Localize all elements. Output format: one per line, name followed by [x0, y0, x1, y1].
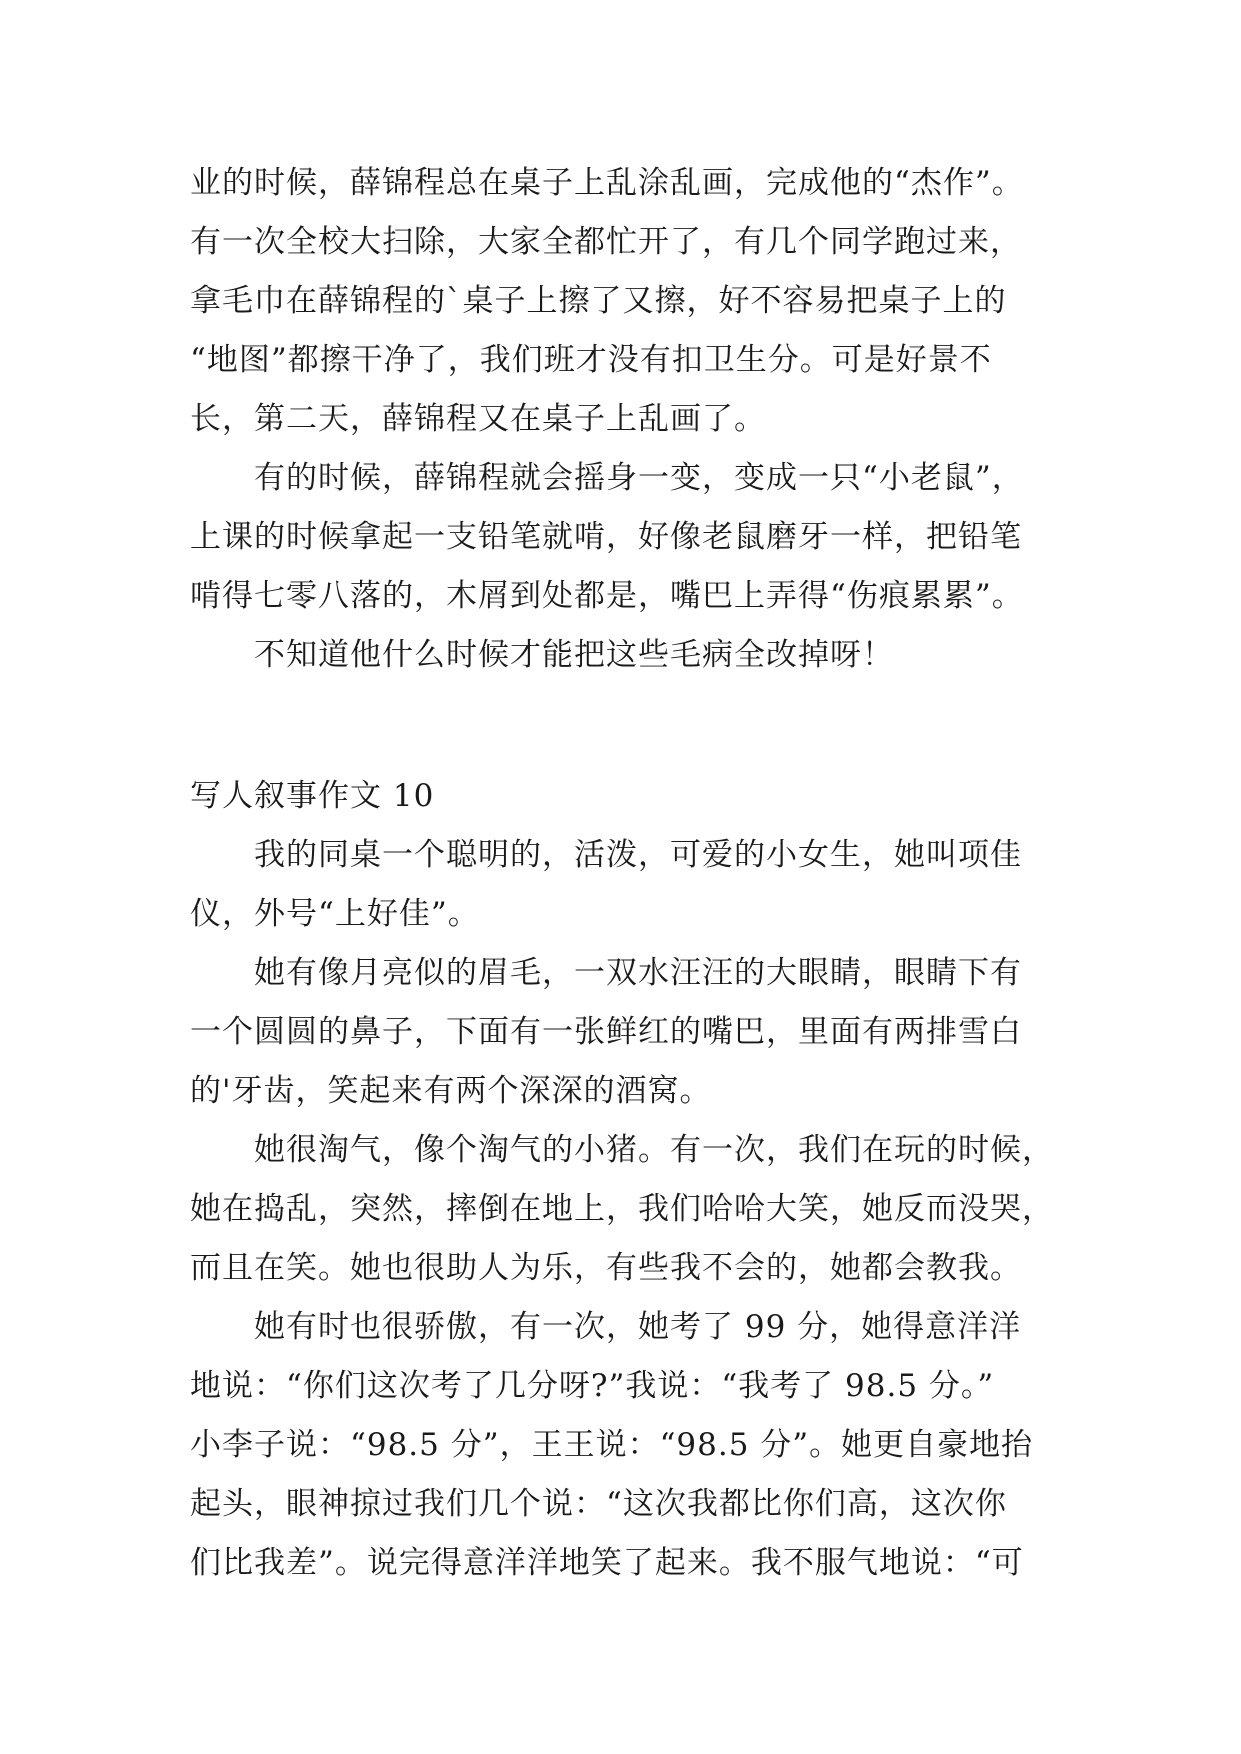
text-line: 而且在笑。她也很助人为乐，有些我不会的，她都会教我。	[190, 1250, 1022, 1286]
text-line: 们比我差”。说完得意洋洋地笑了起来。我不服气地说：“可	[190, 1545, 1024, 1581]
text-line: 的'牙齿，笑起来有两个深深的酒窝。	[190, 1073, 712, 1109]
paragraph-start-line: 不知道他什么时候才能把这些毛病全改掉呀！	[254, 637, 894, 673]
text-line: 拿毛巾在薛锦程的`桌子上擦了又擦，好不容易把桌子上的	[190, 283, 1007, 319]
paragraph-start-line: 她有时也很骄傲，有一次，她考了 99 分，她得意洋洋	[254, 1309, 1022, 1345]
paragraph-start-line: 我的同桌一个聪明的，活泼，可爱的小女生，她叫项佳	[254, 837, 1022, 873]
text-line: 她在捣乱，突然，摔倒在地上，我们哈哈大笑，她反而没哭，	[190, 1191, 1054, 1227]
document-body	[190, 154, 1090, 1593]
section-gap	[190, 685, 1090, 767]
text-line: 长，第二天，薛锦程又在桌子上乱画了。	[190, 401, 766, 437]
text-line: 啃得七零八落的，木屑到处都是，嘴巴上弄得“伤痕累累”。	[190, 578, 1024, 614]
paragraph-start-line: 有的时候，薛锦程就会摇身一变，变成一只“小老鼠”，	[254, 460, 1024, 496]
section-title: 写人叙事作文 10	[190, 778, 435, 814]
text-line: “地图”都擦干净了，我们班才没有扣卫生分。可是好景不	[190, 342, 992, 378]
text-line: 有一次全校大扫除，大家全都忙开了，有几个同学跑过来，	[190, 224, 1022, 260]
paragraph-start-line: 她很淘气，像个淘气的小猪。有一次，我们在玩的时候，	[254, 1132, 1054, 1168]
text-line: 上课的时候拿起一支铅笔就啃，好像老鼠磨牙一样，把铅笔	[190, 519, 1022, 555]
text-line: 地说：“你们这次考了几分呀?”我说：“我考了 98.5 分。”	[190, 1368, 995, 1404]
paragraph-start-line: 她有像月亮似的眉毛，一双水汪汪的大眼睛，眼睛下有	[254, 955, 1022, 991]
text-line: 仪，外号“上好佳”。	[190, 896, 480, 932]
text-line: 起头，眼神掠过我们几个说：“这次我都比你们高，这次你	[190, 1486, 1007, 1522]
text-line: 业的时候，薛锦程总在桌子上乱涂乱画，完成他的“杰作”。	[190, 165, 1024, 201]
text-line: 一个圆圆的鼻子，下面有一张鲜红的嘴巴，里面有两排雪白	[190, 1014, 1022, 1050]
text-line: 小李子说：“98.5 分”，王王说：“98.5 分”。她更自豪地抬	[190, 1427, 1034, 1463]
